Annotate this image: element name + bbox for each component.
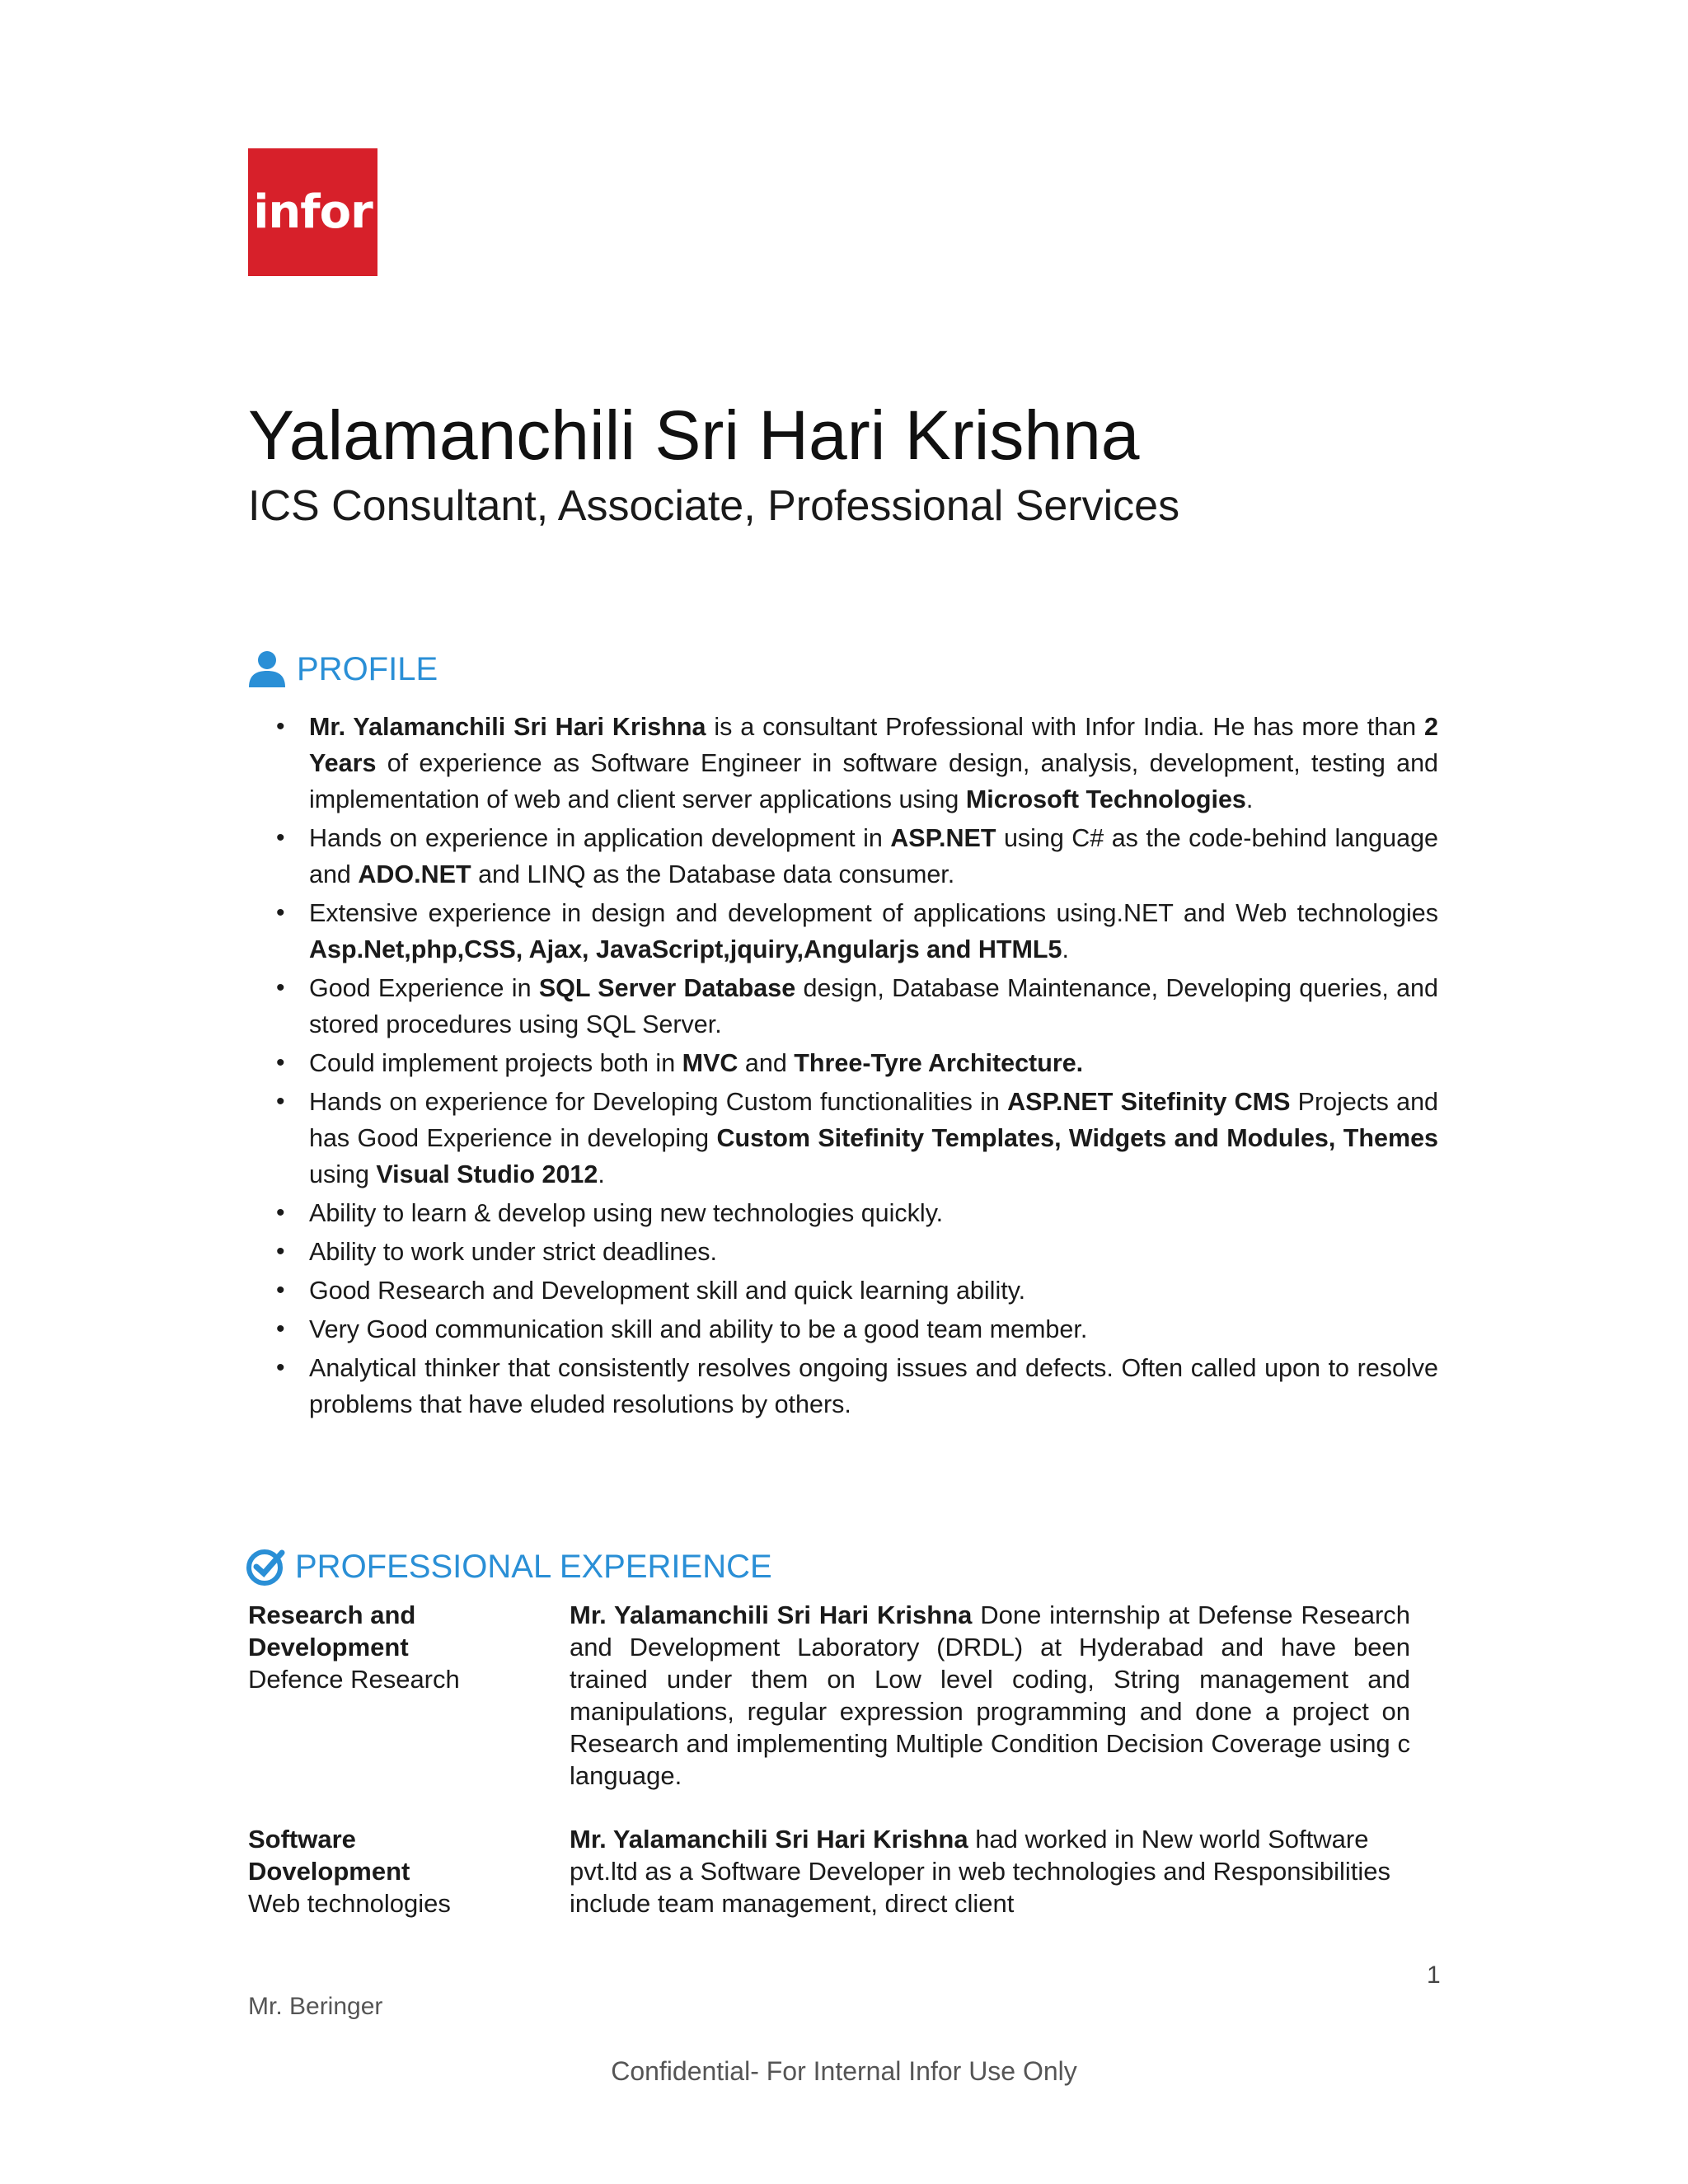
profile-item-emphasis: Visual Studio 2012 bbox=[376, 1160, 598, 1188]
check-circle-icon bbox=[246, 1548, 287, 1586]
profile-item-text: . bbox=[598, 1160, 605, 1188]
page-number: 1 bbox=[1427, 1961, 1441, 1989]
profile-item-emphasis: ASP.NET Sitefinity CMS bbox=[1007, 1088, 1291, 1116]
profile-item-text: of experience as Software Engineer in software design, analysis, development, testing and implementation of web and client server applications using bbox=[309, 749, 1438, 813]
profile-list bbox=[309, 709, 1438, 1425]
profile-item-emphasis: ASP.NET bbox=[890, 824, 996, 852]
profile-item-text: Analytical thinker that consistently resolves ongoing issues and defects. Often called upon to resolve problems that have eluded resolutions by others. bbox=[309, 1354, 1438, 1418]
profile-item-text: and LINQ as the Database data consumer. bbox=[471, 860, 955, 888]
profile-item bbox=[309, 1195, 1438, 1231]
experience-heading-label: PROFESSIONAL EXPERIENCE bbox=[295, 1548, 772, 1585]
profile-item-text: Extensive experience in design and development of applications using.NET and Web technologies bbox=[309, 899, 1438, 927]
experience-title-line2: Dovelopment bbox=[248, 1857, 410, 1886]
experience-body: Done internship at Defense Research and Development Laboratory (DRDL) at Hyderabad and have been trained under them on Low level coding, String management and manipulations, regular expression programming and done a project on Research and implementing Multiple Condition Decision Coverage using c language. bbox=[570, 1601, 1411, 1790]
profile-item-emphasis: Three-Tyre Architecture. bbox=[794, 1049, 1084, 1077]
experience-title-line1: Software bbox=[248, 1825, 356, 1854]
infor-logo bbox=[248, 148, 377, 276]
experience-entry-title bbox=[248, 1823, 545, 1919]
logo-text: infor bbox=[253, 185, 373, 239]
experience-title-line2: Development bbox=[248, 1633, 409, 1661]
profile-item-text: Ability to work under strict deadlines. bbox=[309, 1238, 717, 1266]
profile-item-emphasis: Asp.Net,php,CSS, Ajax, JavaScript,jquiry,Angularjs and HTML5 bbox=[309, 935, 1062, 963]
profile-item-text: Hands on experience for Developing Custom functionalities in bbox=[309, 1088, 1008, 1116]
profile-item-text: . bbox=[1245, 785, 1254, 813]
experience-lead: Mr. Yalamanchili Sri Hari Krishna bbox=[570, 1825, 968, 1854]
profile-item bbox=[309, 1272, 1438, 1309]
profile-item bbox=[309, 1045, 1438, 1081]
profile-item-emphasis: Custom Sitefinity Templates, Widgets and Modules, Themes bbox=[716, 1124, 1438, 1152]
experience-description bbox=[570, 1823, 1394, 1919]
confidential-notice: Confidential- For Internal Infor Use Only bbox=[611, 2056, 1077, 2086]
profile-item-text: Very Good communication skill and ability to be a good team member. bbox=[309, 1315, 1088, 1343]
profile-item-text: . bbox=[1062, 935, 1069, 963]
person-icon bbox=[246, 649, 288, 689]
profile-item bbox=[309, 1350, 1438, 1422]
profile-item bbox=[309, 709, 1438, 818]
experience-subtitle: Web technologies bbox=[248, 1889, 451, 1918]
profile-item bbox=[309, 895, 1438, 968]
profile-item-emphasis: MVC bbox=[682, 1049, 738, 1077]
profile-item-text: using bbox=[309, 1160, 377, 1188]
profile-item bbox=[309, 820, 1438, 893]
profile-item bbox=[309, 970, 1438, 1043]
experience-lead: Mr. Yalamanchili Sri Hari Krishna bbox=[570, 1601, 973, 1629]
profile-item-emphasis: Mr. Yalamanchili Sri Hari Krishna bbox=[309, 713, 706, 741]
profile-item-text: and bbox=[738, 1049, 795, 1077]
profile-item bbox=[309, 1084, 1438, 1193]
profile-item-text: Hands on experience in application development in bbox=[309, 824, 891, 852]
candidate-name: Yalamanchili Sri Hari Krishna bbox=[248, 396, 1140, 474]
experience-heading bbox=[246, 1548, 772, 1586]
experience-title-line1: Research and bbox=[248, 1601, 416, 1629]
profile-item-text: Ability to learn & develop using new technologies quickly. bbox=[309, 1199, 944, 1227]
profile-item-text: Projects and has Good Experience in developing bbox=[309, 1088, 1438, 1152]
profile-item-text: using C# as the code-behind language and bbox=[309, 824, 1438, 888]
profile-item bbox=[309, 1311, 1438, 1347]
profile-item-emphasis: 2 Years bbox=[309, 713, 1438, 777]
profile-heading-label: PROFILE bbox=[297, 650, 438, 687]
candidate-role: ICS Consultant, Associate, Professional Services bbox=[248, 482, 1180, 530]
profile-item bbox=[309, 1234, 1438, 1270]
profile-item-text: Good Research and Development skill and quick learning ability. bbox=[309, 1277, 1026, 1305]
profile-item-emphasis: ADO.NET bbox=[358, 860, 471, 888]
profile-item-text: Good Experience in bbox=[309, 974, 539, 1002]
experience-body: had worked in New world Software pvt.ltd as a Software Developer in web technologies and Responsibilities include team management, direct client bbox=[570, 1825, 1391, 1918]
footer-author: Mr. Beringer bbox=[248, 1993, 383, 2020]
profile-item-text: is a consultant Professional with Infor India. He has more than bbox=[706, 713, 1425, 741]
profile-item-emphasis: SQL Server Database bbox=[538, 974, 796, 1002]
profile-item-text: Could implement projects both in bbox=[309, 1049, 682, 1077]
profile-item-text: design, Database Maintenance, Developing queries, and stored procedures using SQL Server. bbox=[309, 974, 1438, 1038]
experience-entry-title bbox=[248, 1599, 545, 1695]
experience-description bbox=[570, 1599, 1410, 1792]
profile-item-emphasis: Microsoft Technologies bbox=[965, 785, 1246, 813]
profile-heading bbox=[246, 649, 438, 689]
experience-subtitle: Defence Research bbox=[248, 1665, 460, 1694]
